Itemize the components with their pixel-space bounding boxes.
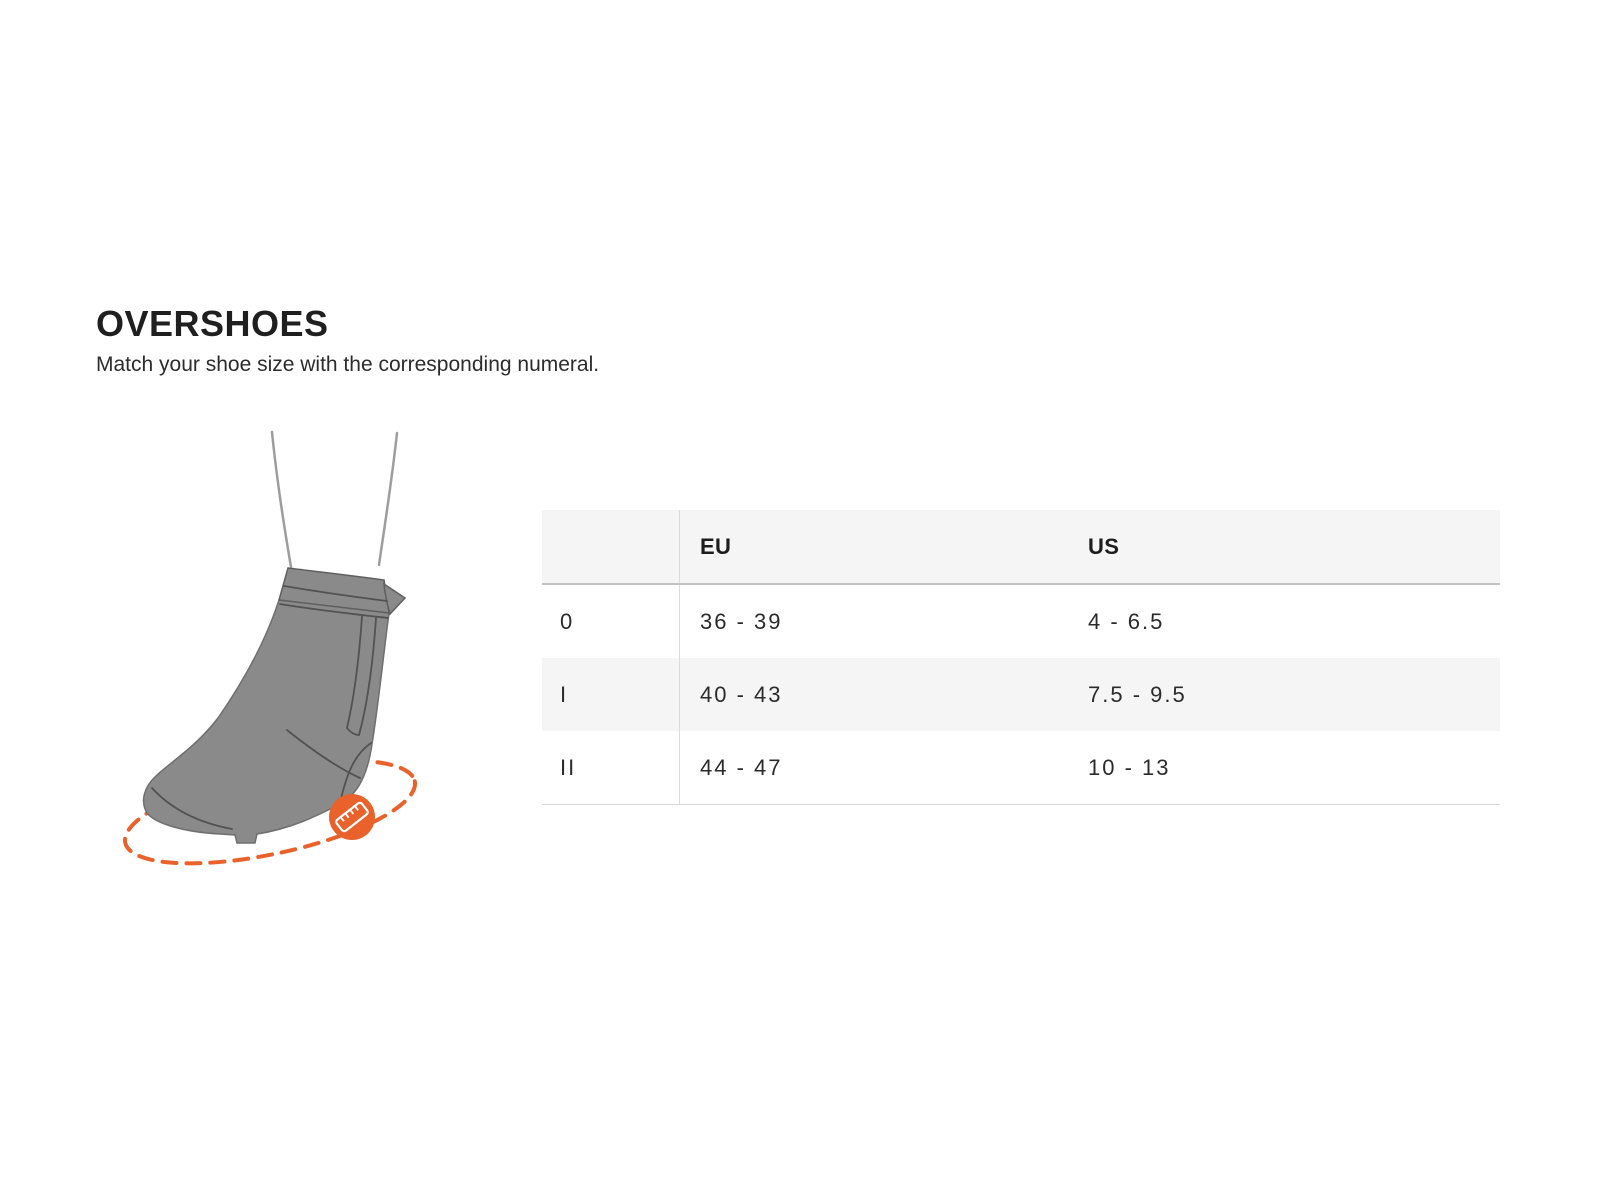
size-eu-range: 44 - 47 <box>700 754 783 780</box>
page-subtitle: Match your shoe size with the corresponding numeral. <box>96 353 600 376</box>
size-table-header-us: US <box>1088 533 1120 559</box>
size-eu-range: 36 - 39 <box>700 608 783 634</box>
size-table-header-row <box>542 510 1500 585</box>
overshoe-svg <box>100 420 440 880</box>
size-numeral: II <box>542 731 680 804</box>
size-table-header-eu: EU <box>700 533 732 559</box>
size-numeral: 0 <box>542 585 680 658</box>
overshoe-illustration <box>100 420 440 880</box>
size-numeral: I <box>542 658 680 731</box>
size-table-row <box>542 585 1500 658</box>
page-title: OVERSHOES <box>96 303 329 344</box>
size-eu-range: 40 - 43 <box>700 681 783 707</box>
size-table-corner-cell <box>542 510 680 583</box>
size-table-row <box>542 731 1500 805</box>
size-us-range: 4 - 6.5 <box>1088 608 1165 634</box>
size-us-range: 10 - 13 <box>1088 754 1171 780</box>
leg-lines <box>272 432 397 567</box>
size-table <box>542 510 1500 805</box>
ruler-badge <box>329 794 375 840</box>
size-us-range: 7.5 - 9.5 <box>1088 681 1187 707</box>
size-table-row <box>542 658 1500 731</box>
